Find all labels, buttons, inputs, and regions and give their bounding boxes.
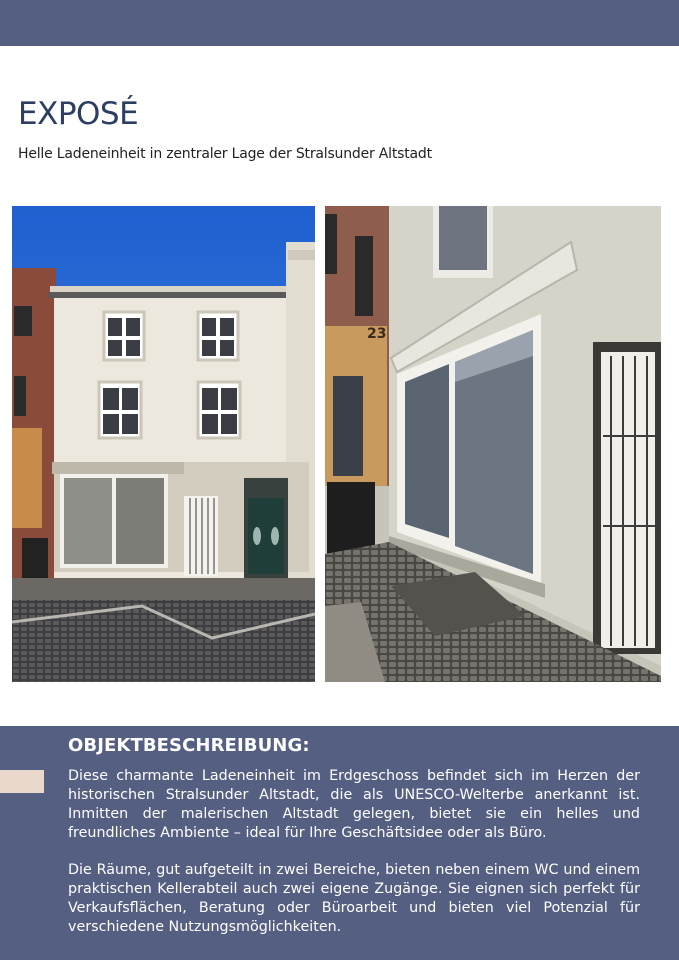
page-subtitle: Helle Ladeneinheit in zentraler Lage der Stralsunder Altstadt: [18, 146, 432, 162]
accent-bar: [0, 770, 44, 793]
description-paragraph-1: Diese charmante Ladeneinheit im Erdgeschoss befindet sich im Herzen der historischen Stralsunder Altstadt, die als UNESCO-Welterbe anerkannt ist. Inmitten der malerischen Altstadt gelegen, bietet sie ein helles und freundliches Ambiente – ideal für Ihre Geschäftsidee oder als Büro.: [68, 768, 640, 841]
description-paragraph-2: Die Räume, gut aufgeteilt in zwei Bereiche, bieten neben einem WC und einem praktischen Kellerabteil auch zwei eigene Zugänge. Sie eignen sich perfekt für Verkaufsflächen, Beratung oder Büroarbeit und bieten viel Potenzial für verschiedene Nutzungsmöglichkeiten.: [68, 862, 640, 935]
page-title: EXPOSÉ: [18, 96, 139, 132]
building-facade-photo: [12, 206, 315, 682]
section-heading: OBJEKTBESCHREIBUNG:: [68, 735, 310, 756]
shop-front-photo: [325, 206, 661, 682]
top-banner: [0, 0, 679, 46]
svg-text:23: 23: [367, 326, 387, 342]
